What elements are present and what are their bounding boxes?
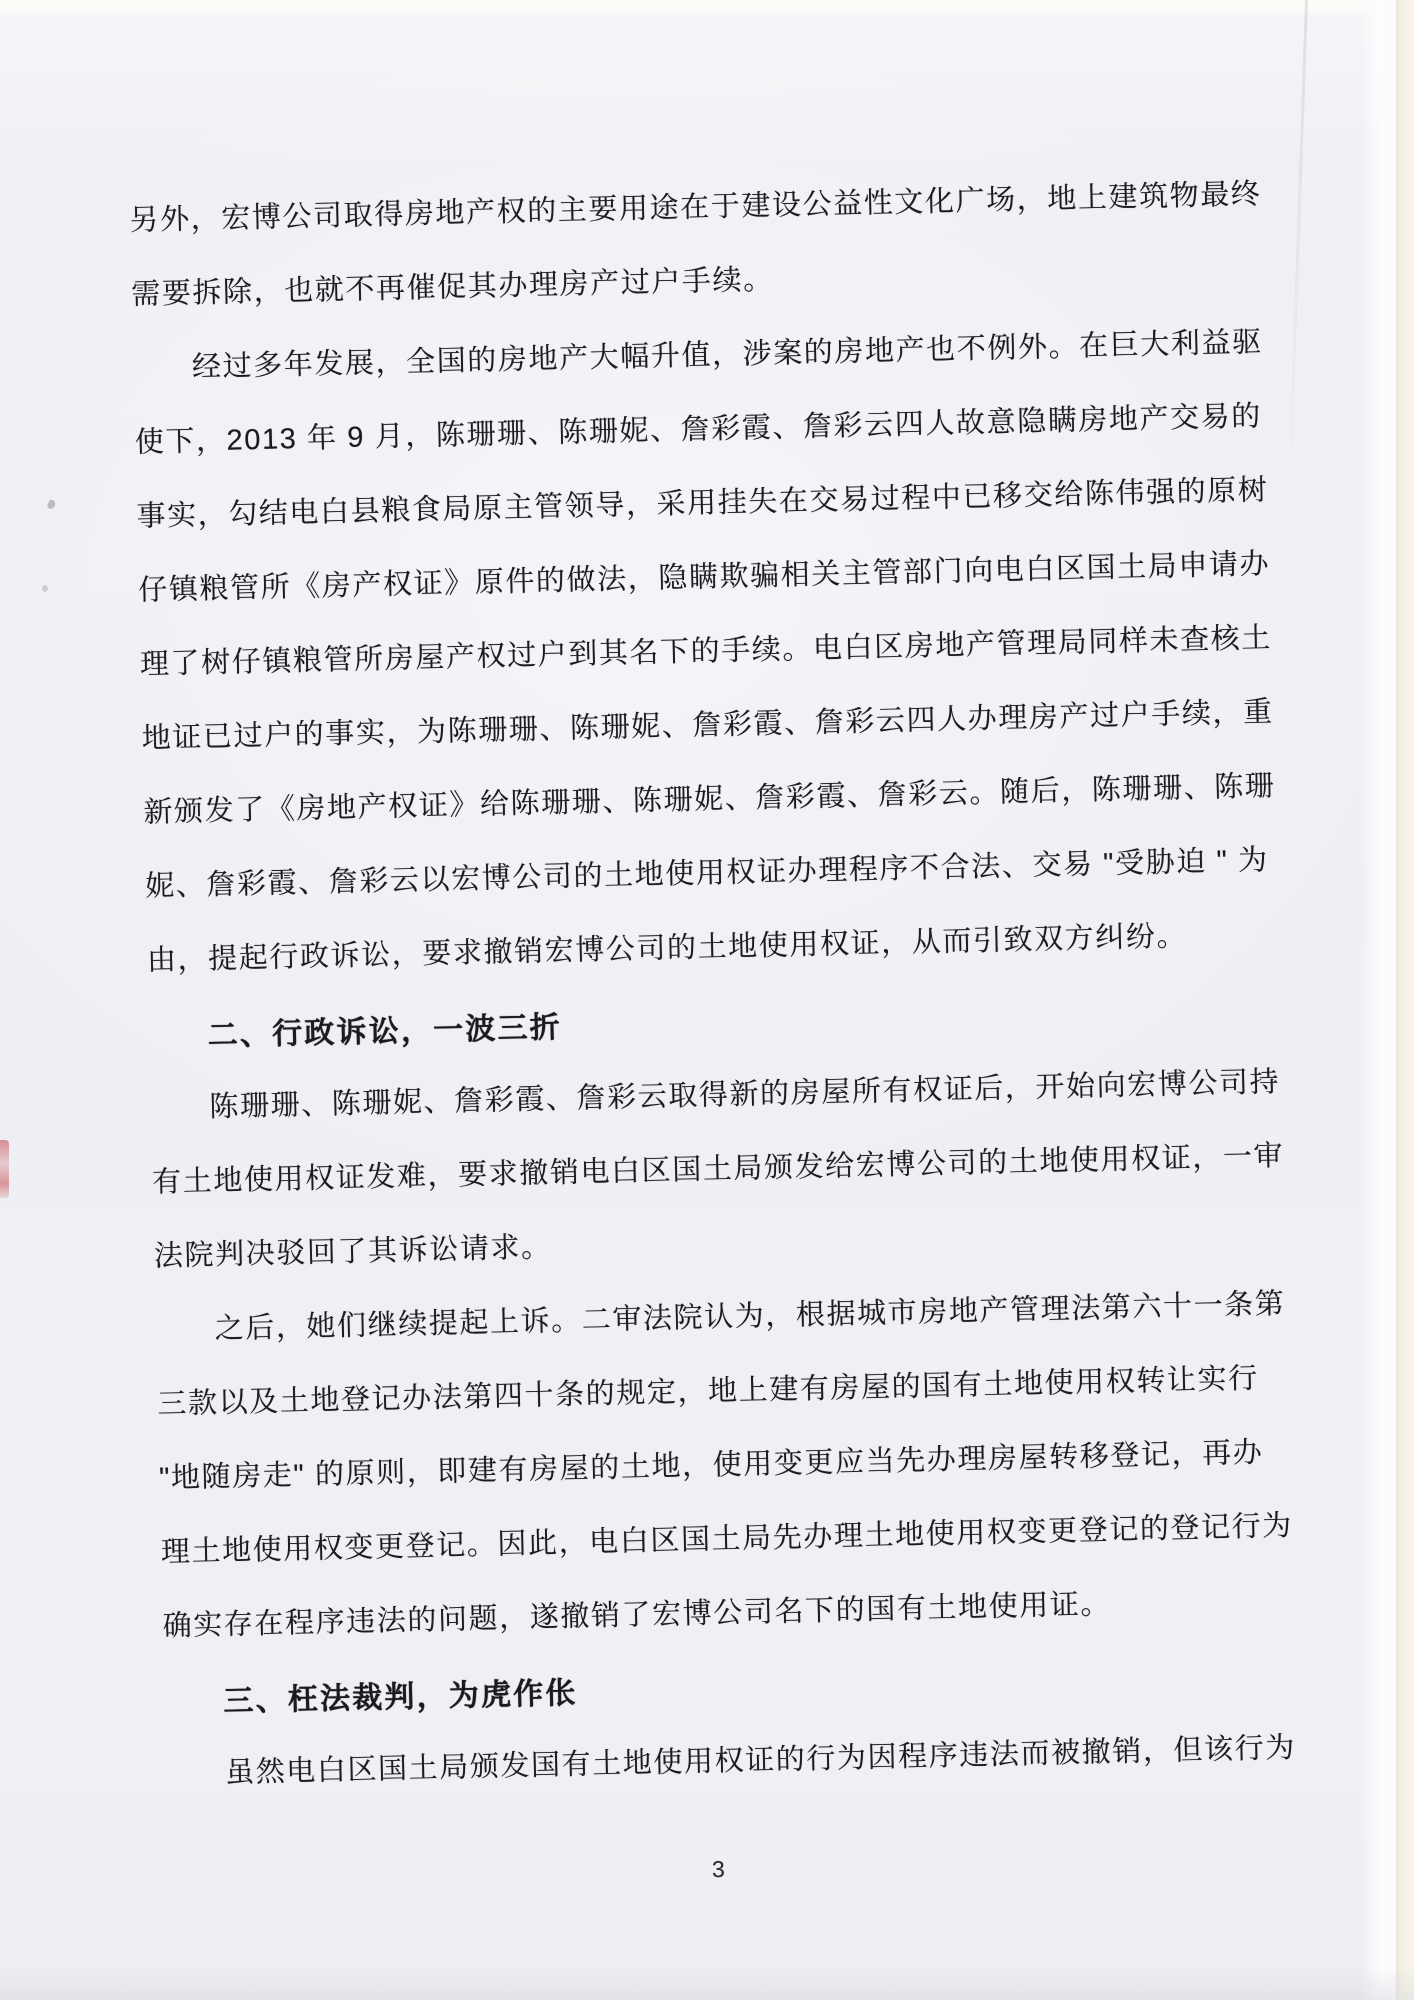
text-line: 法院判决驳回了其诉讼请求。	[153, 1231, 553, 1273]
text-line: 陈珊珊、陈珊妮、詹彩霞、詹彩云取得新的房屋所有权证后，开始向宏博公司持	[209, 1066, 1281, 1124]
text-line: 需要拆除，也就不再催促其办理房产过户手续。	[130, 263, 775, 311]
paper-bottom-shade	[0, 1965, 1414, 2000]
text-line: "地随房走" 的原则，即建有房屋的土地，使用变更应当先办理房屋转移登记，再办	[158, 1436, 1264, 1495]
paper-top-edge	[0, 0, 1414, 16]
text-line: 之后，她们继续提起上诉。二审法院认为，根据城市房地产管理法第六十一条第	[214, 1288, 1286, 1346]
section-heading: 三、枉法裁判，为虎作伥	[223, 1676, 578, 1719]
scan-speck	[42, 585, 48, 592]
document-text	[129, 170, 1347, 1825]
text-line: 经过多年发展，全国的房地产大幅升值，涉案的房地产也不例外。在巨大利益驱	[191, 326, 1264, 384]
text-line: 由，提起行政诉讼，要求撤销宏博公司的土地使用权证，从而引致双方纠纷。	[146, 920, 1188, 977]
text-line: 另外，宏博公司取得房地产权的主要用途在于建设公益性文化广场，地上建筑物最终	[129, 178, 1262, 237]
text-line: 虽然电白区国土局颁发国有土地使用权证的行为因程序违法而被撤销，但该行为	[224, 1731, 1297, 1790]
paper-right-edge	[1396, 0, 1414, 2000]
text-line: 事实，勾结电白县粮食局原主管领导，采用挂失在交易过程中已移交给陈伟强的原树	[136, 474, 1269, 533]
text-line: 确实存在程序违法的问题，遂撤销了宏博公司名下的国有土地使用证。	[162, 1588, 1112, 1643]
text-line: 仔镇粮管所《房产权证》原件的做法，隐瞒欺骗相关主管部门向电白区国土局申请办	[137, 548, 1271, 607]
text-line: 理了树仔镇粮管所房屋产权过户到其名下的手续。电白区房地产管理局同样未查核土	[139, 622, 1273, 681]
text-line: 三款以及土地登记办法第四十条的规定，地上建有房屋的国有土地使用权转让实行	[157, 1362, 1260, 1421]
text-line: 理土地使用权变更登记。因此，电白区国土局先办理土地使用权变更登记的登记行为	[160, 1509, 1294, 1569]
red-edge-mark	[0, 1140, 9, 1198]
text-line: 使下，2013 年 9 月，陈珊珊、陈珊妮、詹彩霞、詹彩云四人故意隐瞒房地产交易的	[134, 400, 1263, 459]
text-line: 妮、詹彩霞、詹彩云以宏博公司的土地使用权证办理程序不合法、交易 "受胁迫 " 为	[144, 844, 1270, 903]
scan-speck	[46, 499, 56, 510]
text-line: 有土地使用权证发难，要求撤销电白区国土局颁发给宏博公司的土地使用权证，一审	[151, 1140, 1285, 1199]
page-number: 3	[711, 1855, 726, 1883]
text-line: 新颁发了《房地产权证》给陈珊珊、陈珊妮、詹彩霞、詹彩云。随后，陈珊珊、陈珊	[143, 770, 1276, 829]
text-line: 地证已过户的事实，为陈珊珊、陈珊妮、詹彩霞、詹彩云四人办理房产过户手续，重	[141, 696, 1275, 755]
paper-right-highlight	[1360, 0, 1398, 2000]
section-heading: 二、行政诉讼，一波三折	[207, 1011, 563, 1053]
